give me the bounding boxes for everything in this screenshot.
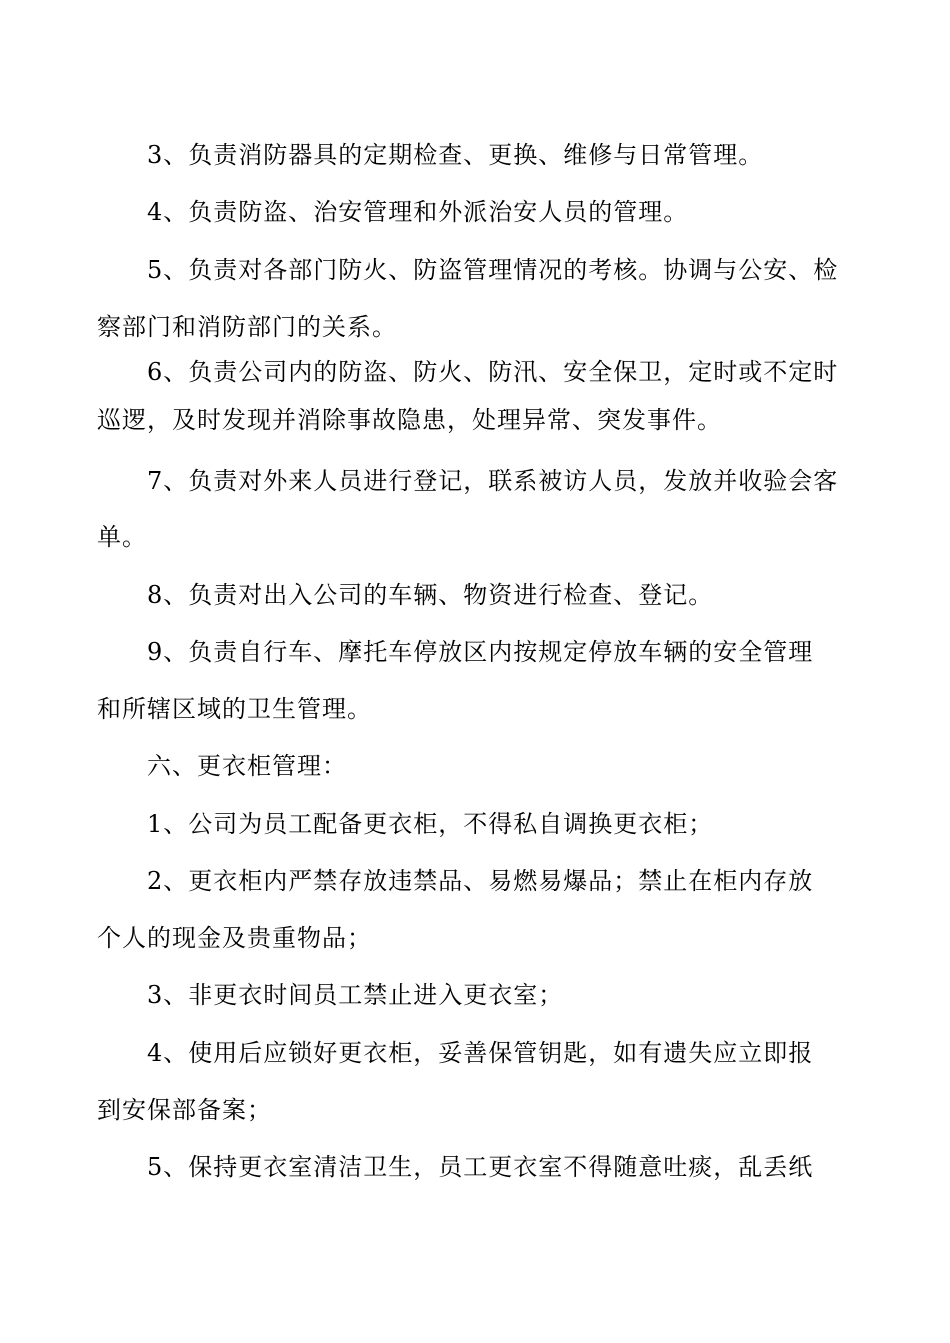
paragraph-6-line-2: 巡逻，及时发现并消除事故隐患，处理异常、突发事件。	[97, 406, 722, 434]
paragraph-6-line-1: 6、负责公司内的防盗、防火、防汛、安全保卫，定时或不定时	[147, 358, 839, 386]
locker-item-3-line-1: 3、非更衣时间员工禁止进入更衣室；	[147, 981, 564, 1009]
locker-item-5-line-1: 5、保持更衣室清洁卫生，员工更衣室不得随意吐痰，乱丢纸	[147, 1153, 814, 1181]
paragraph-5-line-1: 5、负责对各部门防火、防盗管理情况的考核。协调与公安、检	[147, 256, 839, 284]
paragraph-9-line-1: 9、负责自行车、摩托车停放区内按规定停放车辆的安全管理	[147, 638, 814, 666]
locker-item-4-line-2: 到安保部备案；	[97, 1096, 272, 1124]
paragraph-3-line-1: 3、负责消防器具的定期检查、更换、维修与日常管理。	[147, 141, 764, 169]
locker-item-4-line-1: 4、使用后应锁好更衣柜，妥善保管钥匙，如有遗失应立即报	[147, 1039, 814, 1067]
section-heading: 六、更衣柜管理：	[147, 752, 347, 780]
paragraph-5-line-2: 察部门和消防部门的关系。	[97, 313, 397, 341]
paragraph-7-line-1: 7、负责对外来人员进行登记，联系被访人员，发放并收验会客	[147, 467, 839, 495]
paragraph-9-line-2: 和所辖区域的卫生管理。	[97, 695, 372, 723]
locker-item-1-line-1: 1、公司为员工配备更衣柜，不得私自调换更衣柜；	[147, 810, 714, 838]
paragraph-8-line-1: 8、负责对出入公司的车辆、物资进行检查、登记。	[147, 581, 714, 609]
locker-item-2-line-2: 个人的现金及贵重物品；	[97, 924, 372, 952]
paragraph-7-line-2: 单。	[97, 523, 147, 551]
locker-item-2-line-1: 2、更衣柜内严禁存放违禁品、易燃易爆品；禁止在柜内存放	[147, 867, 814, 895]
paragraph-4-line-1: 4、负责防盗、治安管理和外派治安人员的管理。	[147, 198, 689, 226]
